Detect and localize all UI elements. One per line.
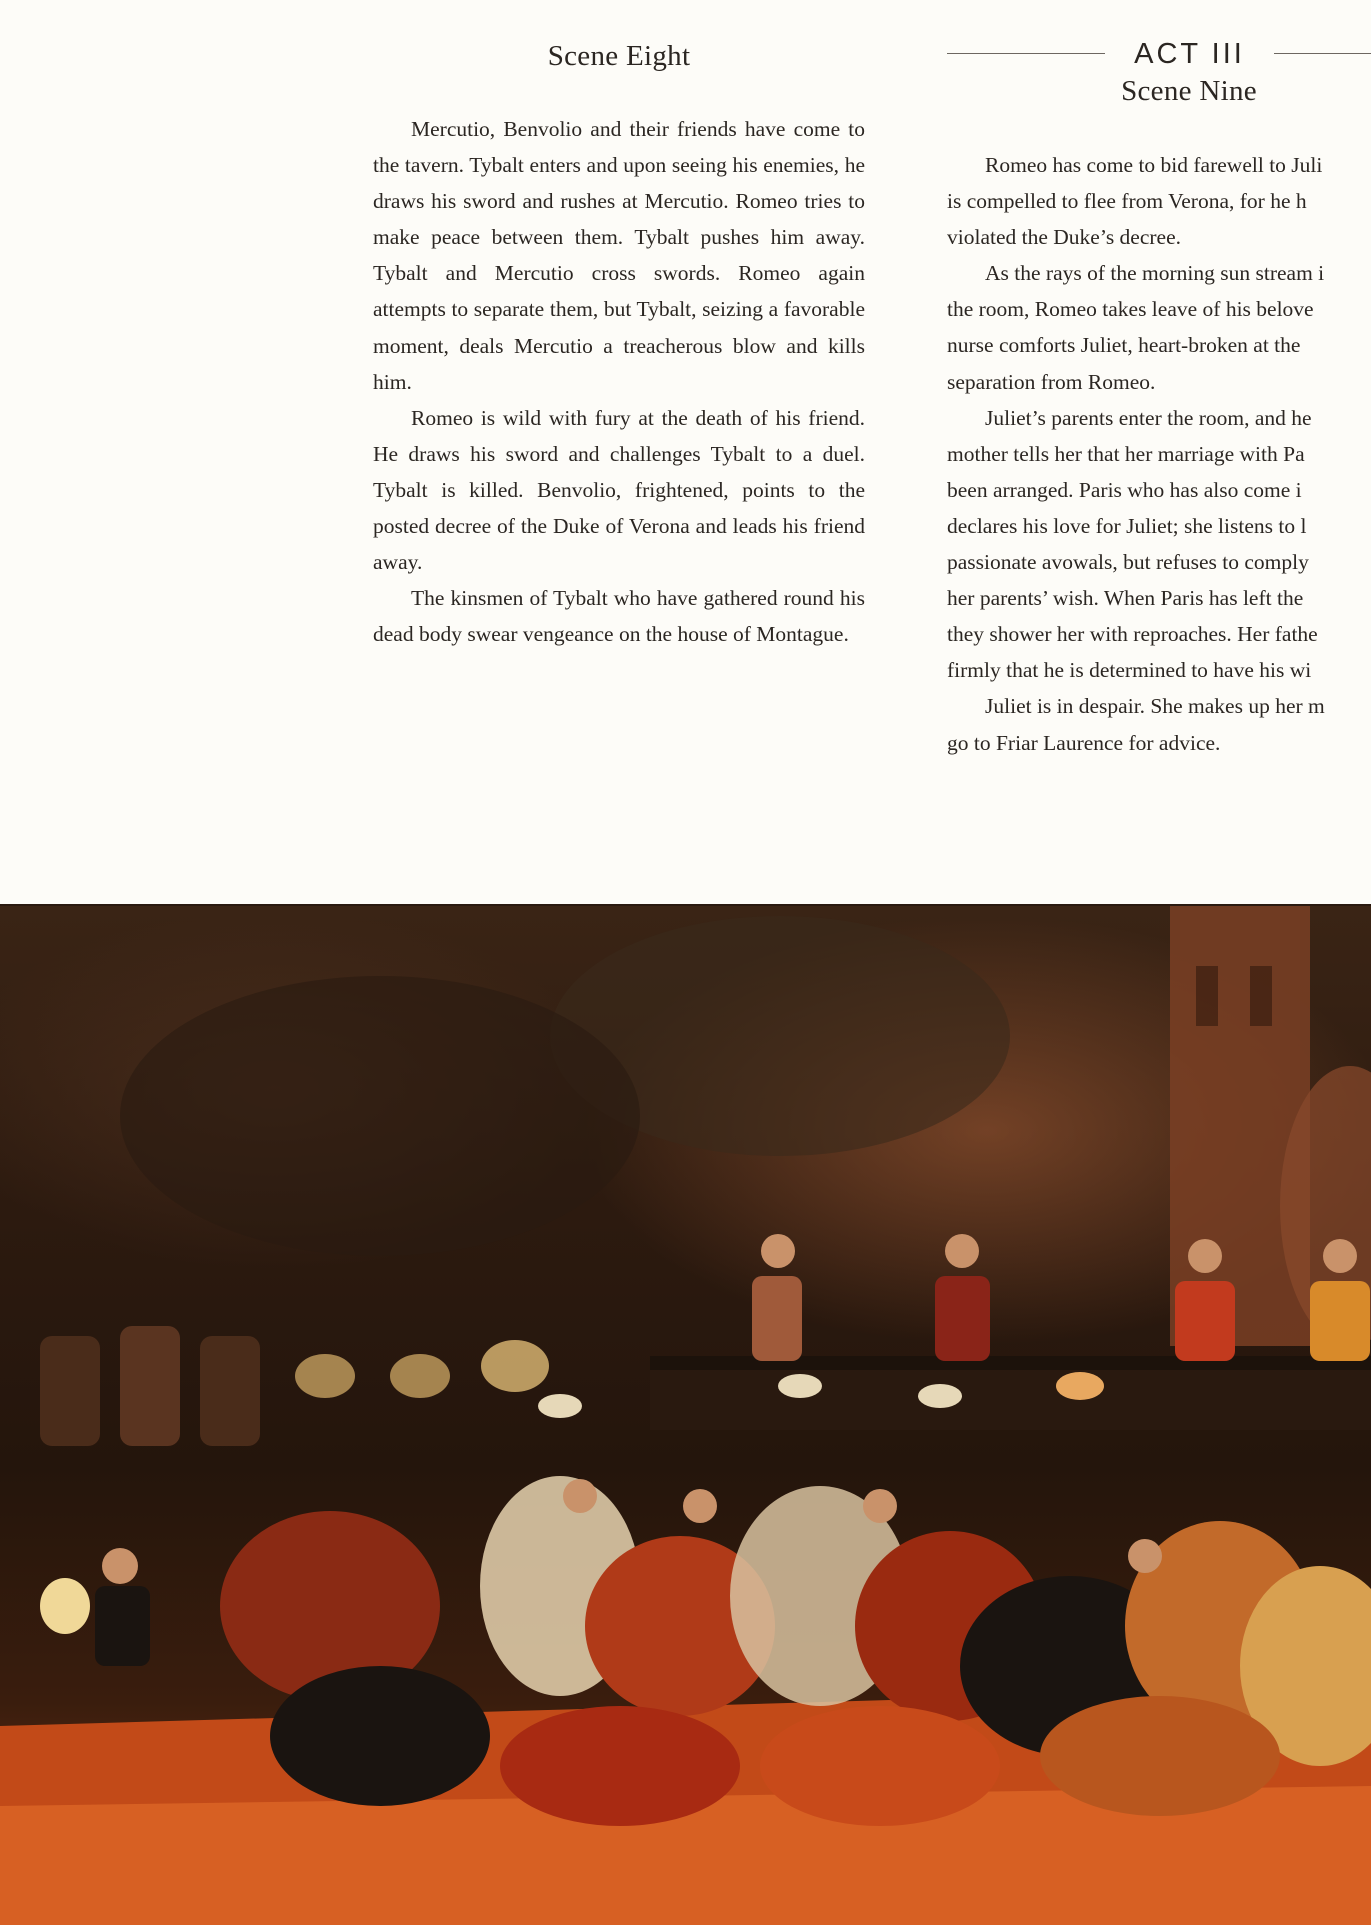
scene-eight-paragraph-3: The kinsmen of Tybalt who have gathered round his dead body swear vengeance on the house of Montague. (373, 586, 865, 647)
scene-nine-line: firmly that he is determined to have his wi (947, 658, 1312, 683)
scene-nine-line: violated the Duke’s decree. (947, 225, 1182, 250)
stage-photo-illustration (0, 906, 1371, 1925)
scene-nine-line: declares his love for Juliet; she listens to l (947, 513, 1307, 538)
act-heading (947, 36, 1371, 72)
act-label: ACT III (1134, 38, 1245, 70)
balcony-balustrade (650, 1370, 1371, 1430)
backdrop-tower (1170, 906, 1310, 1346)
scene-nine-line: Romeo has come to bid farewell to Juli (985, 153, 1323, 177)
scene-eight-paragraph-1: Mercutio, Benvolio and their friends have come to the tavern. Tybalt enters and upon seeing his enemies, he draws his sword and rushes at Mercutio. Romeo tries to make peace between them. Tybalt pushes him away. Tybalt and Mercutio cross swords. Romeo again attempts to separate them, but Tybalt, seizing a favorable moment, deals Mercutio a treacherous blow and kills him. (373, 117, 865, 394)
scene-nine-line: nurse comforts Juliet, heart-broken at the (947, 333, 1301, 358)
scene-nine-line: is compelled to flee from Verona, for he h (947, 189, 1307, 214)
tower-window (1196, 966, 1218, 1026)
scene-nine-text (947, 147, 1371, 761)
tower-window (1250, 966, 1272, 1026)
musicians (40, 1326, 549, 1446)
scene-nine-line: been arranged. Paris who has also come i (947, 477, 1302, 502)
scene-nine-line: mother tells her that her marriage with Pa (947, 441, 1305, 466)
scene-nine-line: Juliet’s parents enter the room, and he (985, 405, 1312, 430)
scene-nine-line: separation from Romeo. (947, 369, 1156, 394)
scene-nine-line: her parents’ wish. When Paris has left the (947, 586, 1304, 611)
scene-nine-title: Scene Nine (1121, 75, 1257, 107)
scene-nine-line: go to Friar Laurence for advice. (947, 730, 1221, 755)
scene-nine-line: the room, Romeo takes leave of his belove (947, 297, 1314, 322)
scene-eight-title: Scene Eight (547, 40, 691, 72)
scene-nine-line: passionate avowals, but refuses to comply (947, 550, 1309, 575)
scene-eight-text (373, 111, 865, 652)
stage-photo (0, 904, 1371, 1925)
scene-nine-line: Juliet is in despair. She makes up her m (985, 694, 1325, 719)
act-rule-left (947, 53, 1105, 54)
backdrop-trees (120, 976, 640, 1256)
scene-nine-line: As the rays of the morning sun stream i (985, 261, 1325, 286)
act-rule-right (1274, 53, 1371, 54)
scene-nine-line: they shower her with reproaches. Her fathe (947, 622, 1318, 647)
scene-eight-paragraph-2: Romeo is wild with fury at the death of his friend. He draws his sword and challenges Tybalt to a duel. Tybalt is killed. Benvolio, frightened, points to the posted decree of the Duke of Verona and leads his friend away. (373, 405, 865, 575)
